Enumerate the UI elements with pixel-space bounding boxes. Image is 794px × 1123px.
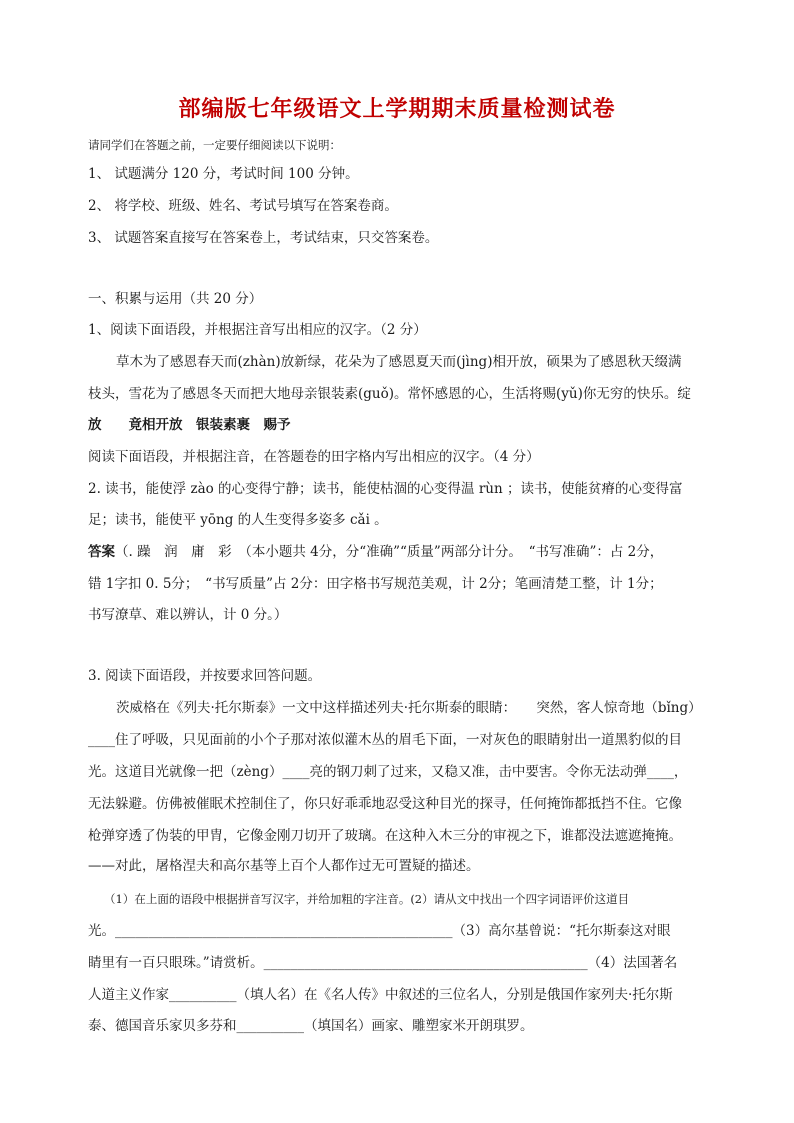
answer-line: 错 1字扣 0. 5分； “书写质量”占 2分：田字格书写规范美观，计 2分；笔画清楚工整，计 1分；	[88, 576, 663, 592]
question-1-answer: 放 竟相开放 银装素裹 赐予	[88, 417, 291, 433]
question-2-line: 足；读书，能使平 yōng 的人生变得多姿多 cǎi 。	[88, 512, 388, 528]
rule-3: 3、 试题答案直接写在答案卷上，考试结束，只交答案卷。	[88, 230, 439, 246]
question-3-stem: 3. 阅读下面语段，并按要求回答问题。	[88, 668, 322, 684]
question-1-passage-line: 枝头，雪花为了感恩冬天而把大地母亲银装素(guǒ)。常怀感恩的心，生活将赐(yǔ)你无穷的快乐。绽	[88, 386, 691, 402]
question-1-passage-line: 草木为了感恩春天而(zhàn)放新绿，花朵为了感恩夏天而(jìng)相开放，硕果为了感恩秋天缀满	[116, 354, 682, 370]
question-3-sub-line: 泰、德国音乐家贝多芬和__________（填国名）画家、雕塑家米开朗琪罗。	[88, 1018, 534, 1034]
question-3-passage-line: ——对此，屠格涅夫和高尔基等上百个人都作过无可置疑的描述。	[88, 858, 480, 874]
question-3-sub-line: （1）在上面的语段中根据拼音写汉字，并给加粗的字注音。(2）请从文中找出一个四字词语评价这道目	[104, 892, 630, 906]
instruction-note: 请同学们在答题之前，一定要仔细阅读以下说明：	[88, 138, 341, 152]
question-1-stem: 1、阅读下面语段，并根据注音写出相应的汉字。（2 分）	[88, 322, 427, 338]
answer-text: （. 躁 润 庸 彩 （本小题共 4分，分“准确”“质量”两部分计分。 “书写准确”：占 2分，	[115, 544, 664, 560]
question-3-sub-line: 光。__________________________________________________（3）高尔基曾说：“托尔斯泰这对眼	[88, 923, 671, 939]
answer-label: 答案	[88, 544, 115, 560]
answer-line: 书写潦草、难以辨认，计 0 分。）	[88, 607, 288, 623]
rule-2: 2、 将学校、班级、姓名、考试号填写在答案卷商。	[88, 198, 398, 214]
question-3-passage-line: 枪弹穿透了伪装的甲胄，它像金刚刀切开了玻璃。在这种入木三分的审视之下，谁都没法遮遮掩掩。	[88, 828, 682, 844]
question-3-sub-line: 人道主义作家__________（填人名）在《名人传》中叙述的三位名人，分别是俄国作家列夫·托尔斯	[88, 987, 673, 1003]
question-3-passage-line: 光。这道目光就像一把（zèng）____亮的钢刀刺了过来，又稳又准，击中要害。令你无法动弹____，	[88, 764, 688, 780]
question-3-passage-line: ____住了呼吸，只见面前的小个子那对浓似灌木丛的眉毛下面，一对灰色的眼睛射出一道黑豹似的目	[88, 732, 682, 748]
question-2-line: 2. 读书，能使浮 zào 的心变得宁静；读书，能使枯涸的心变得温 rùn ；读书，使能贫瘠的心变得富	[88, 481, 683, 497]
question-3-passage-line: 茨威格在《列夫·托尔斯泰》一文中这样描述列夫·托尔斯泰的眼睛： 突然，客人惊奇地（bǐng）	[116, 700, 702, 716]
question-3-passage-line: 无法躲避。仿佛被催眠术控制住了，你只好乖乖地忍受这种目光的探寻，任何掩饰都抵挡不住。它像	[88, 796, 682, 812]
answer-line	[88, 543, 663, 561]
rule-1: 1、 试题满分 120 分，考试时间 100 分钟。	[88, 166, 359, 182]
question-3-sub-line: 睛里有一百只眼珠。”请赏析。________________________________________________（4）法国著名	[88, 955, 678, 971]
section-heading: 一、积累与运用（共 20 分）	[88, 291, 263, 307]
page-title: 部编版七年级语文上学期期末质量检测试卷	[178, 97, 616, 122]
question-2-intro: 阅读下面语段，并根据注音，在答题卷的田字格内写出相应的汉字。（4 分）	[88, 449, 540, 465]
